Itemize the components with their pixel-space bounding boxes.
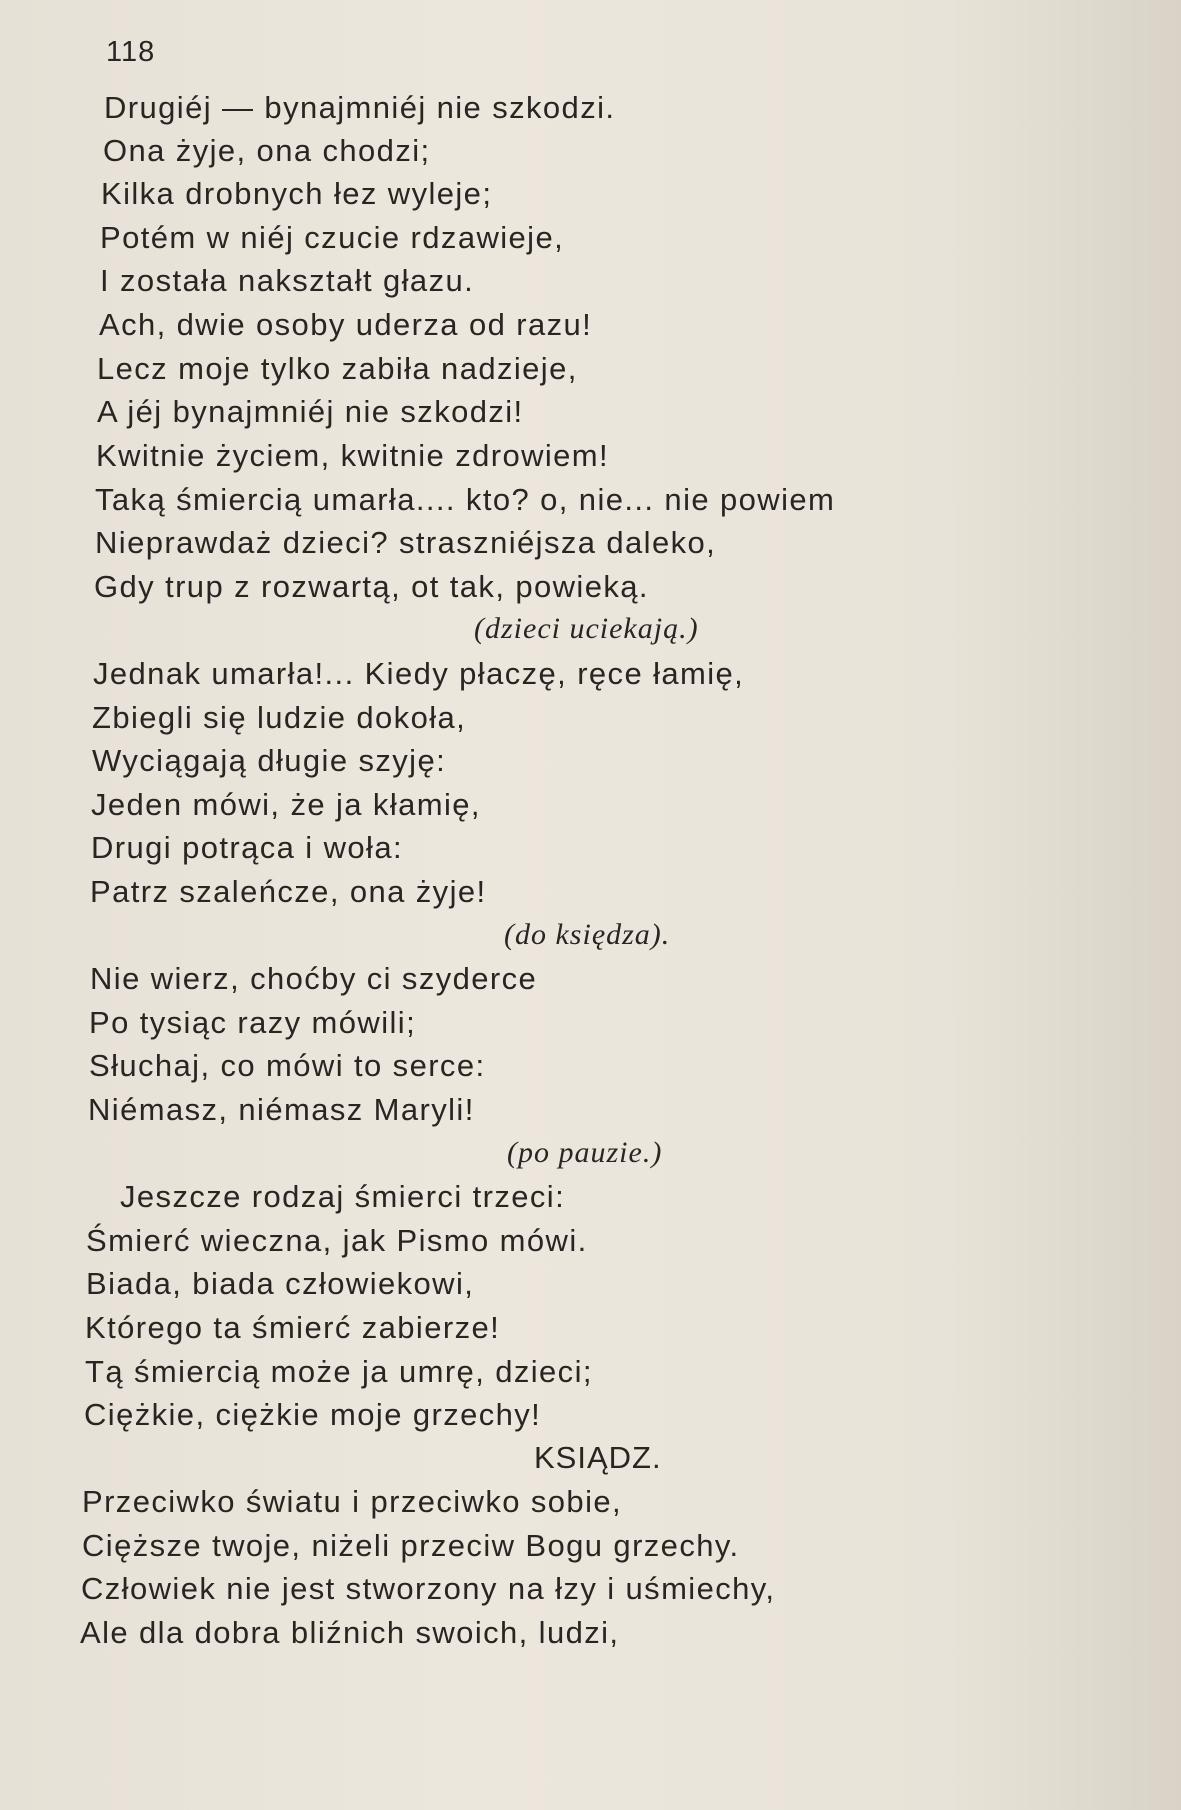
page-number: 118 xyxy=(106,36,156,68)
stage-direction: (po pauzie.) xyxy=(507,1136,663,1169)
verse-line: Drugiéj — bynajmniéj nie szkodzi. xyxy=(104,90,616,125)
verse-line: Nie wierz, choćby ci szyderce xyxy=(90,961,538,996)
verse-line: Lecz moje tylko zabiła nadzieje, xyxy=(97,351,578,386)
verse-line: Śmierć wieczna, jak Pismo mówi. xyxy=(86,1223,588,1258)
verse-line: Ale dla dobra bliźnich swoich, ludzi, xyxy=(80,1615,620,1650)
verse-line: Gdy trup z rozwartą, ot tak, powieką. xyxy=(94,569,649,604)
stage-direction: (dzieci uciekają.) xyxy=(474,612,699,645)
verse-line: Jednak umarła!... Kiedy płaczę, ręce łamię, xyxy=(93,656,745,691)
verse-line: Drugi potrąca i woła: xyxy=(91,830,403,865)
verse-line: Wyciągają długie szyję: xyxy=(92,743,447,778)
verse-line: Ach, dwie osoby uderza od razu! xyxy=(99,307,593,342)
verse-line: Kilka drobnych łez wyleje; xyxy=(101,176,493,211)
verse-line: Ciężkie, ciężkie moje grzechy! xyxy=(84,1397,542,1432)
verse-line: Ona żyje, ona chodzi; xyxy=(103,133,431,168)
verse-line: Jeden mówi, że ja kłamię, xyxy=(91,787,481,822)
verse-line: A jéj bynajmniéj nie szkodzi! xyxy=(97,394,524,429)
stage-direction: (do księdza). xyxy=(504,918,671,951)
verse-line: Niémasz, niémasz Maryli! xyxy=(88,1092,475,1127)
verse-line: Potém w niéj czucie rdzawieje, xyxy=(100,220,565,255)
verse-line: Przeciwko światu i przeciwko sobie, xyxy=(82,1484,623,1519)
speaker-label: KSIĄDZ. xyxy=(534,1440,662,1475)
verse-line: Biada, biada człowiekowi, xyxy=(86,1266,475,1301)
verse-line: Tą śmiercią może ja umrę, dzieci; xyxy=(85,1354,593,1389)
verse-line: Po tysiąc razy mówili; xyxy=(89,1005,417,1040)
verse-line: Człowiek nie jest stworzony na łzy i uśmiechy, xyxy=(81,1571,776,1606)
verse-line: Cięższe twoje, niżeli przeciw Bogu grzechy. xyxy=(82,1528,740,1563)
verse-line: Którego ta śmierć zabierze! xyxy=(85,1310,501,1345)
verse-line: Słuchaj, co mówi to serce: xyxy=(89,1048,486,1083)
verse-line: Zbiegli się ludzie dokoła, xyxy=(92,700,467,735)
verse-line: Taką śmiercią umarła.... kto? o, nie... nie powiem xyxy=(95,482,836,517)
verse-line: Jeszcze rodzaj śmierci trzeci: xyxy=(120,1179,566,1214)
verse-line: Patrz szaleńcze, ona żyje! xyxy=(90,874,487,909)
verse-line: Nieprawdaż dzieci? straszniéjsza daleko, xyxy=(95,525,717,560)
verse-line: Kwitnie życiem, kwitnie zdrowiem! xyxy=(96,438,610,473)
verse-line: I została nakształt głazu. xyxy=(100,263,475,298)
